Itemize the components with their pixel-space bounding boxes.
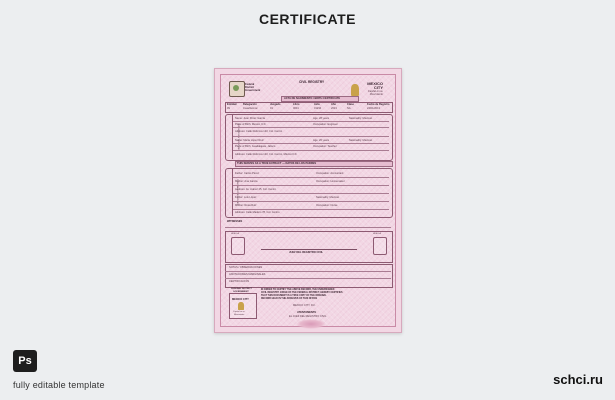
template-caption: fully editable template xyxy=(13,380,105,390)
stamp-subtitle: Movimiento xyxy=(234,313,245,316)
authority-line-1: Federal xyxy=(245,83,255,86)
registry-field-value: 0001 xyxy=(293,107,299,110)
divider xyxy=(225,227,391,228)
notes-row: ANOTACIONES MARGINALES xyxy=(229,273,266,276)
divider xyxy=(233,177,389,178)
stamp-subtitle: Capital en su xyxy=(233,311,245,313)
divider xyxy=(225,278,391,279)
authority-line-3: Government xyxy=(245,89,261,92)
registrant-field: Age: 28 years xyxy=(313,117,330,120)
parents-side-tab xyxy=(225,168,240,216)
registrant-field: Nationality: Mexican xyxy=(349,139,373,142)
divider xyxy=(233,150,389,151)
parent-field: Father: Luis López xyxy=(235,196,257,199)
stamp-title-1: FEDERAL DISTRICT xyxy=(231,288,252,290)
registry-field-label: Acta xyxy=(314,103,320,106)
parent-field: Occupation: Homemaker xyxy=(316,180,345,183)
registrant-field: Occupation: Teacher xyxy=(313,145,337,148)
stamp-city: MEXICO CITY xyxy=(232,298,249,301)
legal-text-line: IN ORDER TO CERTIFY THE ABOVE RECORD, THE UNDERSIGNED xyxy=(261,289,335,291)
divider xyxy=(233,209,389,210)
registrant-field: Place of Birth: Guadalajara, Jalisco xyxy=(235,145,276,148)
left-thumb-label: HUELLA xyxy=(231,233,239,235)
divider xyxy=(233,121,389,122)
mexico-coat-of-arms-icon xyxy=(229,81,245,97)
registrant-field: Age: 26 years xyxy=(313,139,330,142)
registry-field-value: 24/01/2013 xyxy=(367,107,380,110)
parent-field: Mother: Ana García xyxy=(235,180,258,183)
legal-text-line: RECORD HELD IN THE ARCHIVES OF THIS OFFICE xyxy=(261,298,318,300)
divider xyxy=(233,193,389,194)
registry-field-value: Cuauhtémoc xyxy=(243,107,258,110)
divider xyxy=(233,127,389,128)
legal-text-line: MEXICO CITY, D.F. xyxy=(293,304,316,307)
legal-text-line: CIVIL REGISTRY JUDGE OF THE FEDERAL DISTRICT, HEREBY CERTIFIES xyxy=(261,292,343,294)
authority-line-2: District xyxy=(245,86,254,89)
parents-banner-text: THIS SERVES AS A TRUE EXTRACT — DATOS DE LOS PADRES xyxy=(237,161,317,165)
parents-section-label: DATOS DE LOS PADRES xyxy=(237,179,240,205)
parent-field: Father: Carlos Pérez xyxy=(235,172,259,175)
brand-logo[interactable]: schci.ru xyxy=(553,372,603,387)
registry-field-value: 09 xyxy=(227,107,230,110)
stamp-emblem-icon xyxy=(238,302,244,310)
parent-field: Occupation: Nurse xyxy=(316,204,338,207)
registrant-field: Address: Calle Reforma 123, Col. Centro, México D.F. xyxy=(235,153,298,156)
registry-field-label: Delegación xyxy=(243,103,257,106)
registry-field-label: Año xyxy=(331,103,337,106)
office-title: CIVIL REGISTRY xyxy=(299,80,325,84)
notes-row: NOTAS / OBSERVACIONES xyxy=(229,266,263,269)
left-thumbprint-box xyxy=(231,237,245,255)
legal-text-line: THAT THIS DOCUMENT IS A TRUE COPY OF THE ORIGINAL xyxy=(261,295,327,297)
registrant-section-label: DATOS DEL REGISTRADO xyxy=(238,122,241,151)
stamp-title-2: GOVERNMENT xyxy=(233,290,249,293)
registry-field-label: Entidad xyxy=(227,103,237,106)
city-subtitle-1: Capital en su xyxy=(367,90,383,93)
certificate-border xyxy=(220,74,396,327)
parent-field: Address: Calle Madero 78, Col. Centro xyxy=(235,211,280,214)
registrant-field: Address: Calle Reforma 123, Col. Centro xyxy=(235,130,283,133)
notes-row: CERTIFICACIÓN xyxy=(229,280,250,283)
registry-field-value: 2013 xyxy=(331,107,337,110)
record-title: ACTA DE NACIMIENTO / BIRTH CERTIFICATE xyxy=(284,96,341,100)
parent-field: Occupation: Accountant xyxy=(316,172,344,175)
signature-caption: JUEZ DEL REGISTRO CIVIL xyxy=(289,251,324,254)
page-title: CERTIFICATE xyxy=(258,11,356,27)
registrant-field: Place of Birth: Mexico, D.F. xyxy=(235,123,267,126)
registrant-side-tab xyxy=(225,114,241,159)
photoshop-icon: Ps xyxy=(13,350,37,372)
signature-area xyxy=(225,231,393,263)
registry-field-value: 01234 xyxy=(314,107,322,110)
registrant-field: Occupation: Engineer xyxy=(313,123,338,126)
registrant-field: Name: María López Ruiz xyxy=(235,139,264,142)
divider xyxy=(233,201,389,202)
right-thumb-label: HUELLA xyxy=(373,233,381,235)
registry-field-label: Libro xyxy=(293,103,300,106)
city-subtitle-2: Movimiento xyxy=(369,93,383,96)
registry-field-label: Juzgado xyxy=(270,103,281,106)
registrant-field: Nationality: Mexican xyxy=(349,117,373,120)
registry-field-value: NA xyxy=(347,107,351,110)
legal-text-line: ATENTAMENTE xyxy=(297,311,317,314)
decorative-rosette xyxy=(296,319,326,329)
divider xyxy=(233,143,389,144)
divider xyxy=(225,271,391,272)
signature-line xyxy=(261,249,357,250)
legal-text-line: EL JUEZ DEL REGISTRO CIVIL xyxy=(289,315,327,318)
parent-field: Address: Av. Juárez 45, Col. Centro xyxy=(235,188,276,191)
registrant-field: Name: Juan Pérez García xyxy=(235,117,265,120)
witnesses-label: WITNESSES xyxy=(227,220,243,223)
city-name-line-2: CITY xyxy=(373,85,383,90)
parent-field: Nationality: Mexican xyxy=(316,196,340,199)
registry-field-label: Clase xyxy=(347,103,354,106)
parent-field: Mother: Rosa Ruiz xyxy=(235,204,257,207)
city-emblem-icon xyxy=(351,84,359,96)
certificate-document xyxy=(214,68,402,333)
right-thumbprint-box xyxy=(373,237,387,255)
divider xyxy=(233,136,389,137)
city-name-line-1: MEXICO xyxy=(367,81,383,86)
registry-field-label: Fecha de Registro xyxy=(367,103,390,106)
registry-field-value: 01 xyxy=(270,107,273,110)
divider xyxy=(233,185,389,186)
